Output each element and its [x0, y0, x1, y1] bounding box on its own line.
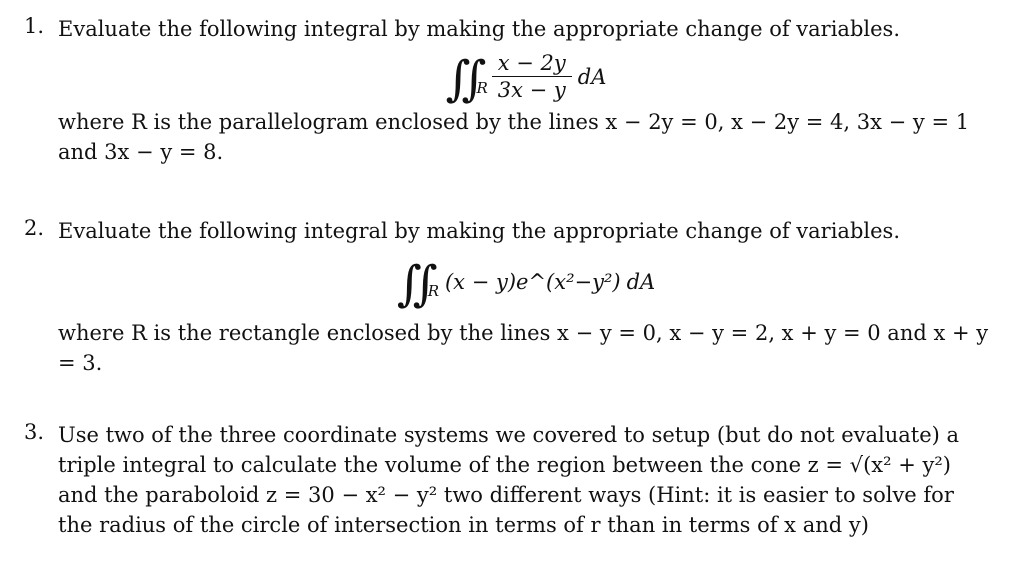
region-description: where R is the parallelogram enclosed by the lines x − 2y = 0, x − 2y = 4, 3x − y = 1 and 3x − y = 8.	[58, 110, 970, 164]
double-integral-sign: ∬	[396, 256, 424, 312]
differential: dA	[626, 270, 656, 294]
fraction-denominator: 3x − y	[492, 76, 572, 103]
fraction-numerator: x − 2y	[497, 51, 566, 75]
problem-intro: Evaluate the following integral by making the appropriate change of variables.	[58, 219, 900, 243]
double-integral-sign: ∬	[445, 50, 473, 107]
region-subscript: R	[427, 282, 439, 300]
problem-3	[24, 420, 994, 540]
problem-1	[24, 14, 994, 167]
region-description: where R is the rectangle enclosed by the lines x − y = 0, x − y = 2, x + y = 0 and x + y = 3.	[58, 321, 989, 375]
integrand-fraction	[492, 50, 572, 103]
problem-2	[24, 216, 994, 378]
problem-number: 2.	[24, 216, 45, 240]
region-subscript: R	[476, 79, 488, 97]
differential: dA	[577, 64, 607, 89]
problem-number: 1.	[24, 14, 45, 38]
problem-description: Use two of the three coordinate systems we covered to setup (but do not evaluate) a triple integral to calculate the volume of the region between the cone z = √(x² + y²) and the paraboloid z = 30 − x² − y² two different ways (Hint: it is easier to solve for the radius of the circle of intersection in terms of r than in terms of x and y)	[58, 423, 960, 537]
integrand: (x − y)e^(x²−y²)	[444, 270, 621, 294]
integral-display	[58, 256, 994, 312]
integral-display	[58, 50, 994, 107]
problem-number: 3.	[24, 420, 45, 444]
problem-intro: Evaluate the following integral by making the appropriate change of variables.	[58, 17, 900, 41]
